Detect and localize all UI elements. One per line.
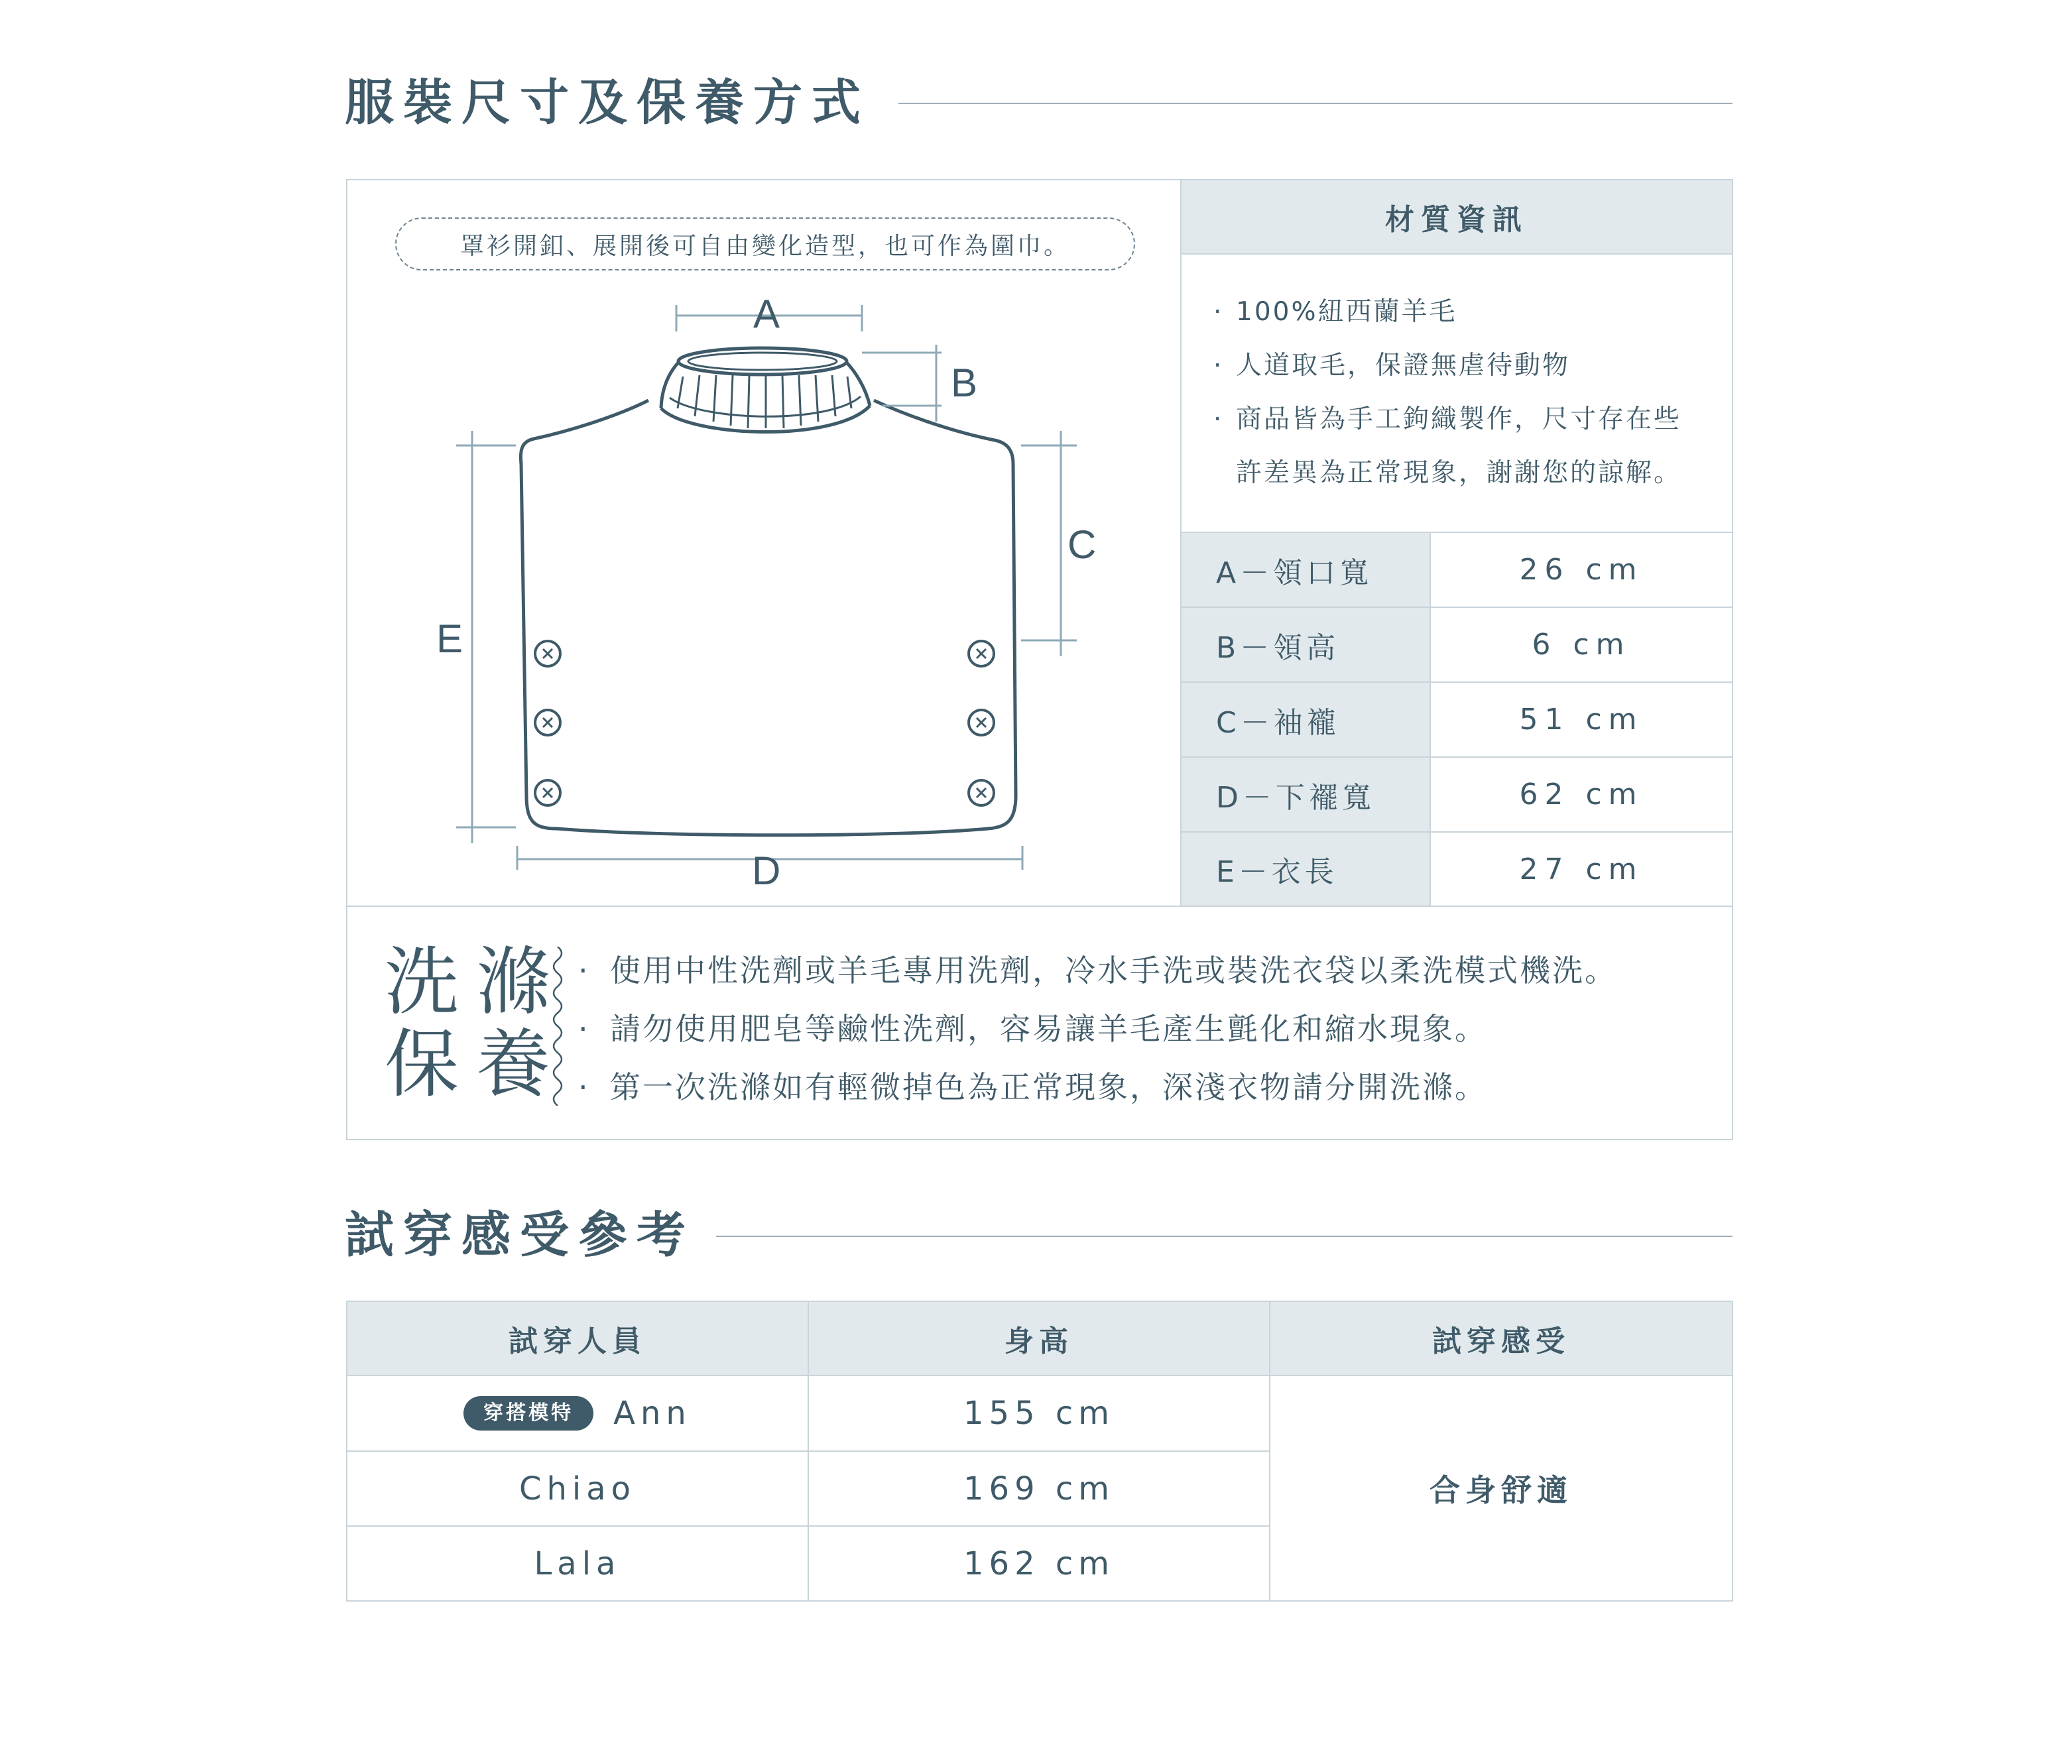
model-badge: 穿搭模特 xyxy=(463,1396,593,1431)
section-title-size-care: 服裝尺寸及保養方式 xyxy=(345,74,870,131)
person-name: Ann xyxy=(613,1395,692,1432)
material-header: 材質資訊 xyxy=(1182,180,1732,253)
wash-care-item: · 請勿使用肥皂等鹼性洗劑，容易讓羊毛產生氈化和縮水現象。 xyxy=(578,1011,1487,1047)
fit-row-ann-height: 155 cm xyxy=(963,1395,1115,1432)
material-item-continued: 許差異為正常現象，謝謝您的諒解。 xyxy=(1236,458,1682,488)
fit-header-person: 試穿人員 xyxy=(347,1302,808,1375)
size-value-d: 62 cm xyxy=(1519,778,1644,811)
dimension-label-b: B xyxy=(951,361,978,405)
size-label-e: E－衣長 xyxy=(1182,833,1430,906)
wash-care-list xyxy=(578,941,1617,1116)
size-value-b: 6 cm xyxy=(1532,628,1631,662)
fit-row-chiao-name: Chiao xyxy=(518,1470,637,1507)
section-title-rule xyxy=(898,103,1733,104)
wavy-divider-icon xyxy=(548,947,568,1106)
size-value-c: 51 cm xyxy=(1519,703,1644,736)
dimension-label-d: D xyxy=(752,849,781,893)
wash-divider xyxy=(346,906,1733,907)
fit-row-chiao-height: 169 cm xyxy=(963,1470,1115,1507)
size-label-c: C－袖襱 xyxy=(1182,683,1430,756)
material-header-divider xyxy=(1182,253,1732,255)
fit-row-ann-name xyxy=(347,1376,808,1450)
wash-title-line2: 保養 xyxy=(385,1022,568,1108)
x-circle-button-icon xyxy=(535,641,994,805)
dimension-label-a: A xyxy=(753,292,780,336)
fit-feeling-value: 合身舒適 xyxy=(1430,1472,1573,1508)
size-column-divider xyxy=(1430,532,1431,906)
fit-row-lala-height: 162 cm xyxy=(963,1545,1115,1582)
wash-care-title xyxy=(385,941,568,1106)
fit-header-feeling: 試穿感受 xyxy=(1270,1302,1732,1375)
dimension-label-c: C xyxy=(1067,522,1097,567)
size-value-a: 26 cm xyxy=(1519,553,1644,587)
garment-outline xyxy=(520,400,1016,835)
wash-care-item: · 使用中性洗劑或羊毛專用洗劑，冷水手洗或裝洗衣袋以柔洗模式機洗。 xyxy=(578,953,1617,988)
fit-row-lala-name: Lala xyxy=(534,1545,621,1582)
size-label-d: D－下襬寬 xyxy=(1182,758,1430,831)
material-item: · 100%紐西蘭羊毛 xyxy=(1213,297,1457,327)
section-title-rule xyxy=(716,1236,1733,1237)
material-item: · 人道取毛，保證無虐待動物 xyxy=(1213,351,1571,381)
material-item: · 商品皆為手工鉤織製作，尺寸存在些 xyxy=(1213,404,1682,434)
section-title-fit: 試穿感受參考 xyxy=(345,1206,695,1264)
wash-care-item: · 第一次洗滌如有輕微掉色為正常現象，深淺衣物請分開洗滌。 xyxy=(578,1069,1487,1105)
size-value-e: 27 cm xyxy=(1519,852,1644,886)
size-label-a: A－領口寬 xyxy=(1182,533,1430,607)
size-label-b: B－領高 xyxy=(1182,608,1430,681)
garment-diagram xyxy=(424,278,1167,888)
dimension-label-e: E xyxy=(436,617,463,661)
diagram-note: 罩衫開釦、展開後可自由變化造型，也可作為圍巾。 xyxy=(395,217,1135,270)
wash-title-line1: 洗滌 xyxy=(385,939,568,1026)
fit-header-height: 身高 xyxy=(809,1302,1269,1375)
material-list xyxy=(1213,285,1681,500)
collar-icon xyxy=(661,348,870,432)
